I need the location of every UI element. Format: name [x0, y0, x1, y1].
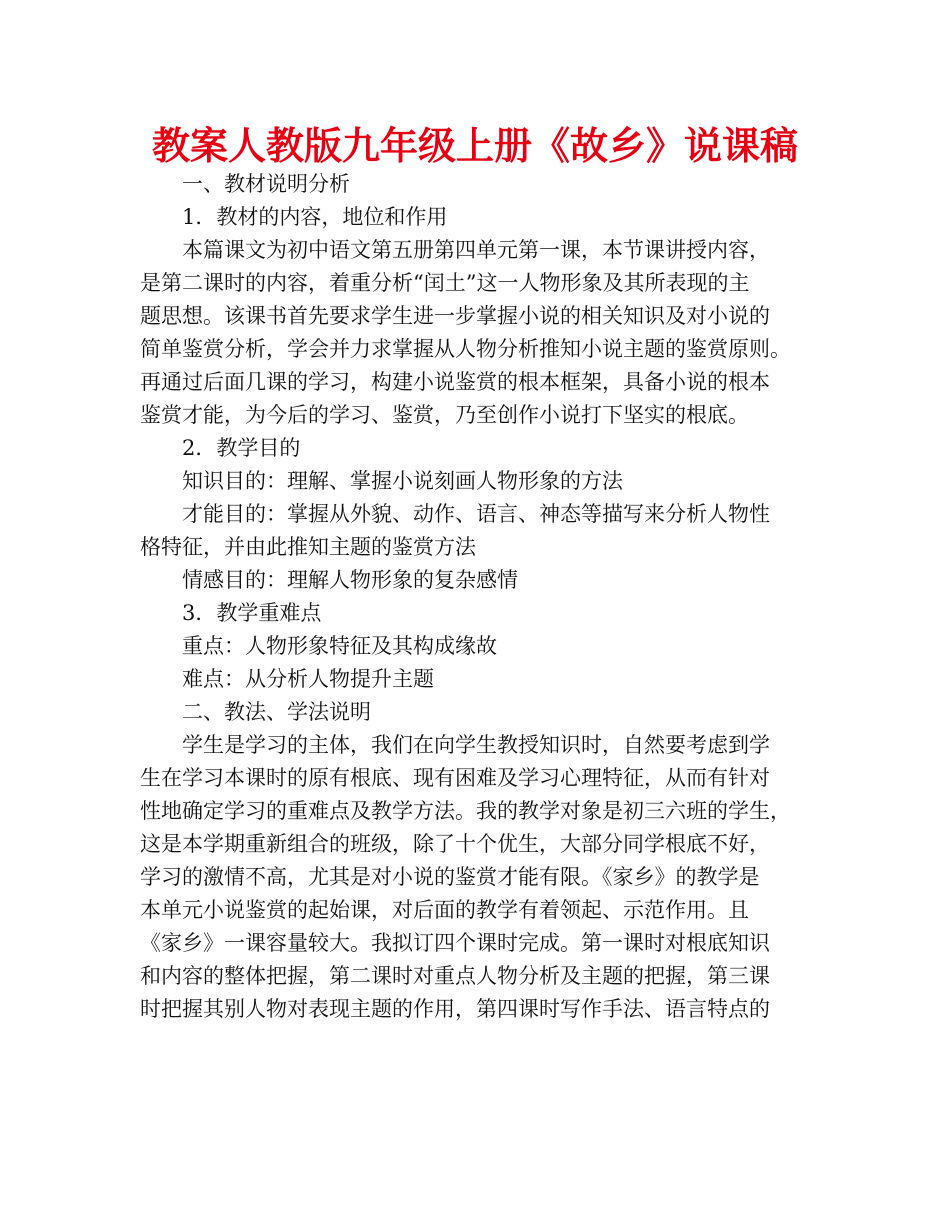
text-line: 题思想。该课书首先要求学生进一步掌握小说的相关知识及对小说的 [140, 304, 770, 328]
text-line: 《家乡》一课容量较大。我拟订四个课时完成。第一课时对根底知识 [140, 931, 770, 955]
text-line: 时把握其别人物对表现主题的作用，第四课时写作手法、语言特点的 [140, 997, 770, 1021]
text-line: 重点：人物形象特征及其构成缘故 [182, 634, 497, 658]
text-line: 和内容的整体把握，第二课时对重点人物分析及主题的把握，第三课 [140, 964, 770, 988]
text-line: 才能目的：掌握从外貌、动作、语言、神态等描写来分析人物性 [182, 502, 770, 526]
text-line: 简单鉴赏分析，学会并力求掌握从人物分析推知小说主题的鉴赏原则。 [140, 337, 791, 361]
text-line: 格特征，并由此推知主题的鉴赏方法 [140, 535, 476, 559]
text-line: 性地确定学习的重难点及教学方法。我的教学对象是初三六班的学生， [140, 799, 791, 823]
document-title: 教案人教版九年级上册《故乡》说课稿 [151, 124, 798, 168]
text-line: 二、教法、学法说明 [182, 700, 371, 724]
text-line: 知识目的：理解、掌握小说刻画人物形象的方法 [182, 469, 623, 493]
text-line: 生在学习本课时的原有根底、现有困难及学习心理特征，从而有针对 [140, 766, 770, 790]
document-body [140, 168, 820, 1026]
text-line: 难点：从分析人物提升主题 [182, 667, 434, 691]
text-line: 1．教材的内容，地位和作用 [182, 205, 448, 229]
text-line: 情感目的：理解人物形象的复杂感情 [182, 568, 518, 592]
text-line: 这是本学期重新组合的班级，除了十个优生，大部分同学根底不好， [140, 832, 770, 856]
text-line: 本篇课文为初中语文第五册第四单元第一课，本节课讲授内容， [182, 238, 770, 262]
text-line: 学习的激情不高，尤其是对小说的鉴赏才能有限。《家乡》的教学是 [140, 865, 760, 889]
text-line: 2．教学目的 [182, 436, 301, 460]
text-line: 再通过后面几课的学习，构建小说鉴赏的根本框架，具备小说的根本 [140, 370, 770, 394]
text-line: 是第二课时的内容，着重分析“闰土”这一人物形象及其所表现的主 [140, 271, 750, 295]
text-line: 鉴赏才能，为今后的学习、鉴赏，乃至创作小说打下坚实的根底。 [140, 403, 749, 427]
text-line: 一、教材说明分析 [182, 172, 350, 196]
text-line: 学生是学习的主体，我们在向学生教授知识时，自然要考虑到学 [182, 733, 770, 757]
text-line: 本单元小说鉴赏的起始课，对后面的教学有着领起、示范作用。且 [140, 898, 749, 922]
text-line: 3．教学重难点 [182, 601, 322, 625]
